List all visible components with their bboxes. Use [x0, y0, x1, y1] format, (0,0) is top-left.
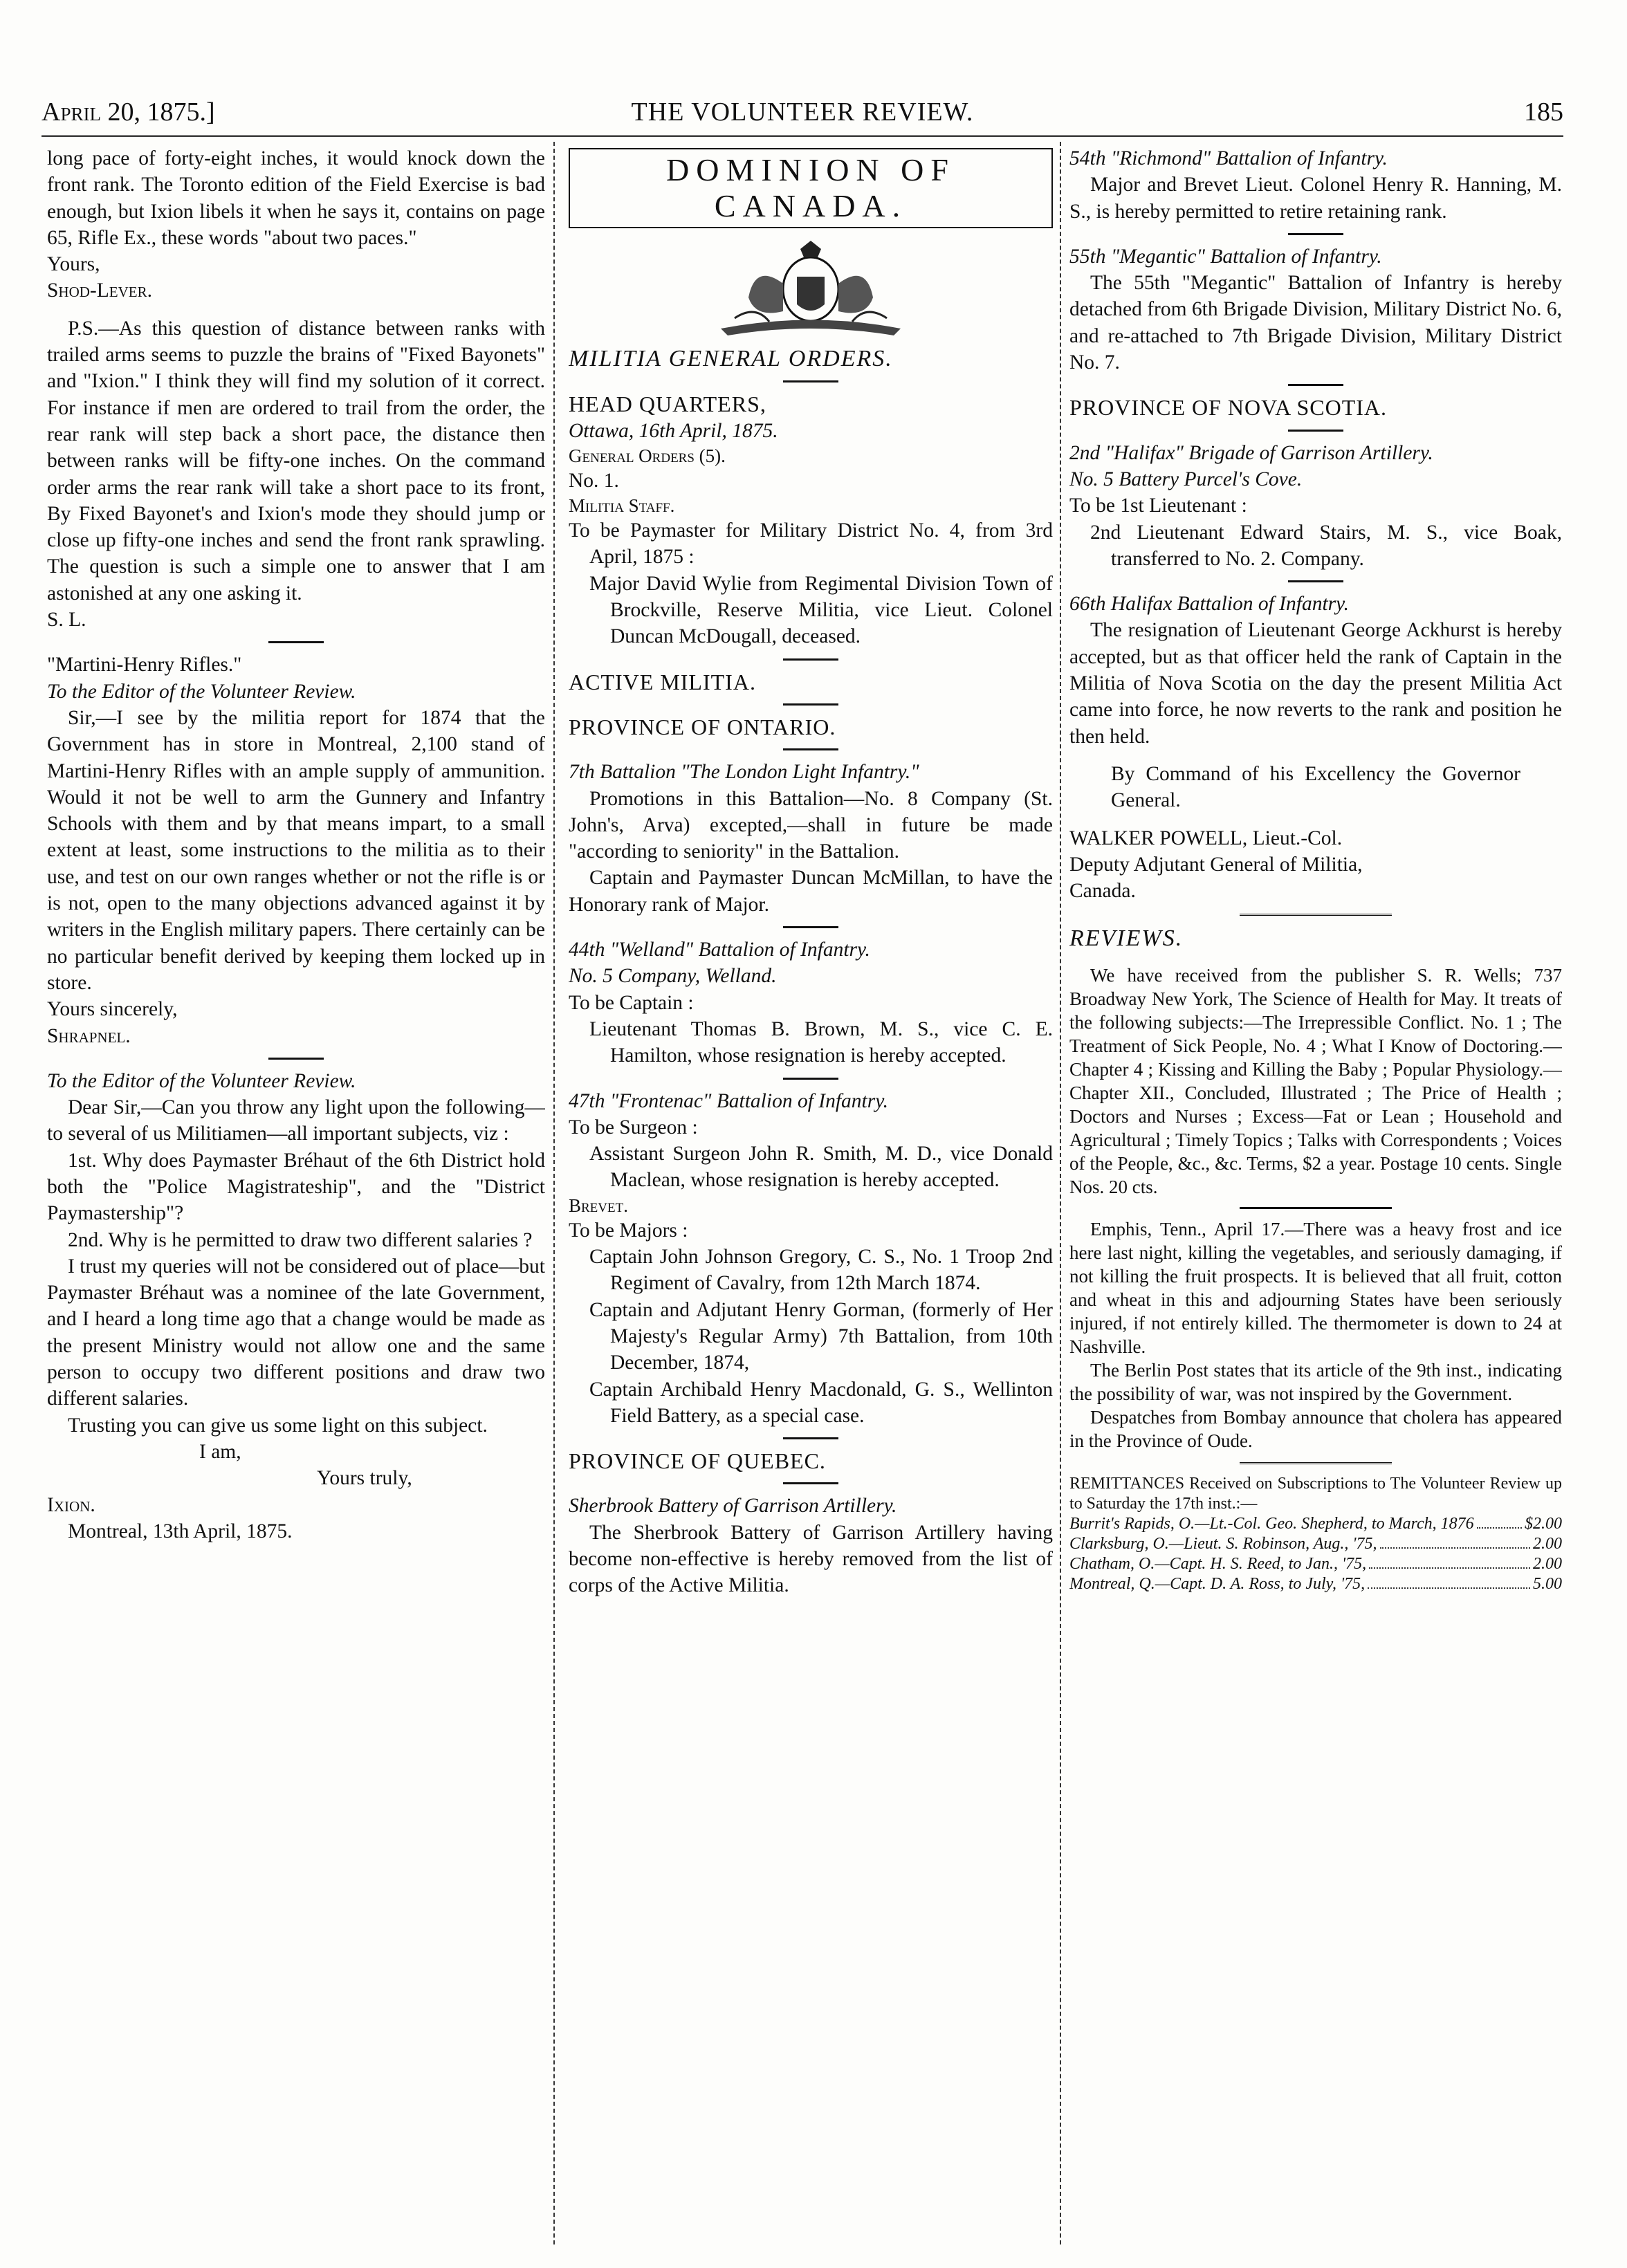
issue-date: April 20, 1875.] — [42, 98, 215, 127]
orders-heading: MILITIA GENERAL ORDERS. — [569, 346, 893, 371]
section-rule — [1288, 580, 1343, 582]
order-text: Captain Archibald Henry Macdonald, G. S., Wellinton Field Battery, as a special case. — [589, 1378, 1053, 1427]
province-heading: PROVINCE OF NOVA SCOTIA. — [1069, 395, 1388, 421]
signatory-name: WALKER POWELL, Lieut.-Col. — [1069, 827, 1343, 849]
remittance-row — [1069, 1514, 1562, 1534]
remittance-amount: 5.00 — [1533, 1574, 1562, 1593]
letter-body: Dear Sir,—Can you throw any light upon the following—to several of us Militiamen—all important subjects, viz : — [47, 1096, 545, 1145]
column-left — [47, 145, 545, 2241]
section-rule — [1240, 914, 1392, 916]
battalion-heading: 54th "Richmond" Battalion of Infantry. — [1069, 147, 1388, 169]
letter-signature: Ixion. — [47, 1493, 95, 1516]
militia-staff-heading: Militia Staff. — [569, 495, 675, 517]
order-text: To be Majors : — [569, 1219, 688, 1242]
company-heading: No. 5 Company, Welland. — [569, 965, 777, 988]
brevet-heading: Brevet. — [569, 1195, 628, 1216]
order-text: To be Captain : — [569, 991, 694, 1014]
letter-addressee: To the Editor of the Volunteer Review. — [47, 680, 356, 703]
section-rule — [783, 658, 838, 661]
orders-date: Ottawa, 16th April, 1875. — [569, 419, 778, 442]
remittances-heading: REMITTANCES Received on Subscriptions to The Volunteer Review up to Saturday the 17th inst.:— — [1069, 1474, 1562, 1513]
order-text: The 55th "Megantic" Battalion of Infantry is hereby detached from 6th Brigade Division, Military District No. 6, and re-attached to 7th Brigade Division, Military District No. 7. — [1069, 272, 1562, 374]
remittance-entry: Chatham, O.—Capt. H. S. Reed, to Jan., '75, — [1069, 1554, 1367, 1573]
section-rule — [268, 1058, 324, 1060]
letter-closing: I am, — [199, 1440, 241, 1463]
order-text: 2nd Lieutenant Edward Stairs, M. S., vice Boak, transferred to No. 2. Company. — [1090, 521, 1562, 570]
letter-body: I trust my queries will not be considered out of place—but Paymaster Bréhaut was a nominee of the late Government, and I heard a long time ago that a change would be made as the present Ministry would not allow one and the same person to occupy two different positions and draw two different salaries. — [47, 1255, 545, 1410]
letter-body: Sir,—I see by the militia report for 1874 that the Government has in store in Montreal, 2,100 stand of Martini-Henry Rifles with an ample supply of ammunition. Would it not be well to arm the Gunnery and Infantry Schools with them and by that means impart, to a small extent at least, some instructions to the militia as to their use, and test on our own ranges whether or not the rifle is or is not, open to the many objections advanced against it by writers in the English military papers. There certainly can be no particular benefit derived by keeping them locked up in store. — [47, 706, 545, 994]
news-item: Despatches from Bombay announce that cholera has appeared in the Province of Oude. — [1069, 1406, 1562, 1451]
active-militia-heading: ACTIVE MILITIA. — [569, 669, 756, 694]
column-divider-1 — [553, 142, 555, 2244]
remittance-entry: Burrit's Rapids, O.—Lt.-Col. Geo. Shepherd, to March, 1876 — [1069, 1514, 1474, 1533]
section-rule — [1288, 384, 1343, 386]
postscript: P.S.—As this question of distance between ranks with trailed arms seems to puzzle the brains of "Fixed Bayonets" and "Ixion." I think they will find my solution of it correct. For instance if men are ordered to trail from the order, the rear rank will step back a short pace, the distance then between ranks will be fifty-one inches. On the command order arms the rear rank will take a short pace to its front, By Fixed Bayonet's and Ixion's mode they should jump or close up fifty-one inches and send the front rank sprawling. The question is such a simple one to answer that I am astonished at any one asking it. — [47, 317, 545, 605]
section-rule — [1288, 430, 1343, 432]
letter-closing: Yours, — [47, 253, 100, 276]
review-text: We have received from the publisher S. R. Wells; 737 Broadway New York, The Science of Health for May. It treats of the following subjects:—The Irrepressible Conflict. No. 1 ; The Treatment of Sick People, No. 4 ; What I Know of Doctoring.—Chapter 4 ; Kissing and Killing the Baby ; Popular Physiology.—Chapter XII., Concluded, Illustrated ; The Price of Health ; Doctors and Nurses ; Excess—Fat or Lean ; Household and Agricultural ; Timely Topics ; Talks with Correspondents ; Voices of the People, &c., &c. Terms, $2 a year. Postage 10 cents. Single Nos. 20 cts. — [1069, 964, 1562, 1197]
letter-addressee: To the Editor of the Volunteer Review. — [47, 1069, 356, 1092]
remittance-amount: $2.00 — [1525, 1514, 1562, 1533]
letter-signature: Shrapnel. — [47, 1024, 131, 1047]
brigade-heading: 2nd "Halifax" Brigade of Garrison Artillery. — [1069, 441, 1433, 464]
header-rule — [42, 135, 1563, 137]
section-rule — [1288, 233, 1343, 235]
order-text: Captain and Adjutant Henry Gorman, (formerly of Her Majesty's Regular Army) 7th Battalion, from 10th December, 1874, — [589, 1298, 1053, 1374]
order-text: To be 1st Lieutenant : — [1069, 495, 1247, 517]
order-text: To be Surgeon : — [569, 1116, 698, 1138]
order-text: Lieutenant Thomas B. Brown, M. S., vice C. E. Hamilton, whose resignation is hereby accepted. — [589, 1017, 1053, 1067]
letter-closing: Yours sincerely, — [47, 998, 178, 1021]
order-text: Promotions in this Battalion—No. 8 Company (St. John's, Arva) excepted,—shall in future be made "according to seniority" in the Battalion. — [569, 787, 1053, 863]
column-right — [1069, 145, 1562, 2241]
battery-heading: No. 5 Battery Purcel's Cove. — [1069, 468, 1303, 490]
order-text: Major David Wylie from Regimental Division Town of Brockville, Reserve Militia, vice Lieut. Colonel Duncan McDougall, deceased. — [589, 572, 1053, 648]
remittance-row — [1069, 1554, 1562, 1574]
battalion-heading: 55th "Megantic" Battalion of Infantry. — [1069, 245, 1382, 268]
command-line: By Command of his Excellency the Governor General. — [1111, 762, 1520, 812]
battalion-heading: 47th "Frontenac" Battalion of Infantry. — [569, 1089, 889, 1112]
remittance-amount: 2.00 — [1533, 1534, 1562, 1553]
general-orders-number: General Orders (5). — [569, 445, 726, 466]
column-middle — [569, 145, 1053, 2241]
newspaper-title: THE VOLUNTEER REVIEW. — [631, 98, 974, 127]
order-text: To be Paymaster for Military District No. 4, from 3rd April, 1875 : — [569, 519, 1053, 569]
battalion-heading: 66th Halifax Battalion of Infantry. — [1069, 593, 1349, 616]
section-rule — [783, 1482, 838, 1484]
section-rule — [783, 380, 838, 382]
section-rule — [783, 703, 838, 706]
province-heading: PROVINCE OF ONTARIO. — [569, 714, 836, 739]
order-text: Captain and Paymaster Duncan McMillan, to have the Honorary rank of Major. — [569, 867, 1053, 916]
section-rule — [1240, 1462, 1392, 1464]
remittance-amount: 2.00 — [1533, 1554, 1562, 1573]
royal-arms-crest-icon — [707, 235, 914, 339]
letter-body: Trusting you can give us some light on this subject. — [68, 1414, 488, 1437]
section-rule — [783, 926, 838, 928]
province-heading: PROVINCE OF QUEBEC. — [569, 1448, 826, 1474]
remittance-entry: Montreal, Q.—Capt. D. A. Ross, to July, '75, — [1069, 1574, 1366, 1593]
battery-heading: Sherbrook Battery of Garrison Artillery. — [569, 1495, 897, 1518]
battalion-heading: 44th "Welland" Battalion of Infantry. — [569, 939, 870, 961]
page-number: 185 — [1524, 98, 1563, 127]
column-divider-2 — [1060, 142, 1061, 2244]
remittance-row — [1069, 1574, 1562, 1594]
section-rule — [783, 1078, 838, 1080]
order-text: The Sherbrook Battery of Garrison Artillery having become non-effective is hereby removed from the list of corps of the Active Militia. — [569, 1521, 1053, 1597]
section-rule — [783, 1437, 838, 1439]
order-text: Captain John Johnson Gregory, C. S., No. 1 Troop 2nd Regiment of Cavalry, from 12th March 1874. — [589, 1246, 1053, 1295]
news-item: The Berlin Post states that its article of the 9th inst., indicating the possibility of war, was not inspired by the Government. — [1069, 1359, 1562, 1404]
letter-heading: "Martini-Henry Rifles." — [47, 654, 242, 676]
section-rule — [783, 748, 838, 750]
news-item: Emphis, Tenn., April 17.—There was a heavy frost and ice here last night, killing the vegetables, and seriously damaging, if not killing the fruit prospects. It is believed that all fruit, cotton and wheat in this and adjourning States have been seriously injured, if not entirely killed. The thermometer is down to 24 at Nashville. — [1069, 1218, 1562, 1357]
remittance-entry: Clarksburg, O.—Lieut. S. Robinson, Aug., '75, — [1069, 1534, 1377, 1553]
signatory-place: Canada. — [1069, 880, 1136, 903]
battalion-heading: 7th Battalion "The London Light Infantry." — [569, 761, 919, 784]
section-rule — [268, 641, 324, 643]
headquarters-heading: HEAD QUARTERS, — [569, 391, 766, 417]
section-rule — [1240, 1207, 1392, 1209]
reviews-heading: REVIEWS. — [1069, 925, 1184, 952]
letter-place-date: Montreal, 13th April, 1875. — [68, 1520, 293, 1542]
order-text: Major and Brevet Lieut. Colonel Henry R. Hanning, M. S., is hereby permitted to retire retaining rank. — [1069, 174, 1562, 223]
postscript-signature: S. L. — [47, 609, 86, 631]
order-number: No. 1. — [569, 469, 619, 492]
remittance-row — [1069, 1534, 1562, 1554]
letter-signature: Shod-Lever. — [47, 279, 152, 302]
query-2: 2nd. Why is he permitted to draw two different salaries ? — [68, 1228, 533, 1251]
query-1: 1st. Why does Paymaster Bréhaut of the 6th District hold both the "Police Magistrateship", and the "District Paymastership"? — [47, 1149, 545, 1225]
letter-continuation: long pace of forty-eight inches, it would knock down the front rank. The Toronto edition of the Field Exercise is bad enough, but Ixion libels it when he says it, contains on page 65, Rifle Ex., these words "about two paces." — [47, 147, 545, 249]
letter-closing: Yours truly, — [317, 1467, 412, 1490]
signatory-title: Deputy Adjutant General of Militia, — [1069, 853, 1363, 876]
page-header — [42, 97, 1563, 138]
order-text: The resignation of Lieutenant George Ackhurst is hereby accepted, but as that officer held the rank of Captain in the Militia of Nova Scotia on the day the present Militia Act came into force, he now reverts to the rank and position he then held. — [1069, 619, 1562, 748]
dominion-title: DOMINION OF CANADA. — [569, 148, 1053, 228]
order-text: Assistant Surgeon John R. Smith, M. D., vice Donald Maclean, whose resignation is hereby accepted. — [589, 1143, 1053, 1192]
